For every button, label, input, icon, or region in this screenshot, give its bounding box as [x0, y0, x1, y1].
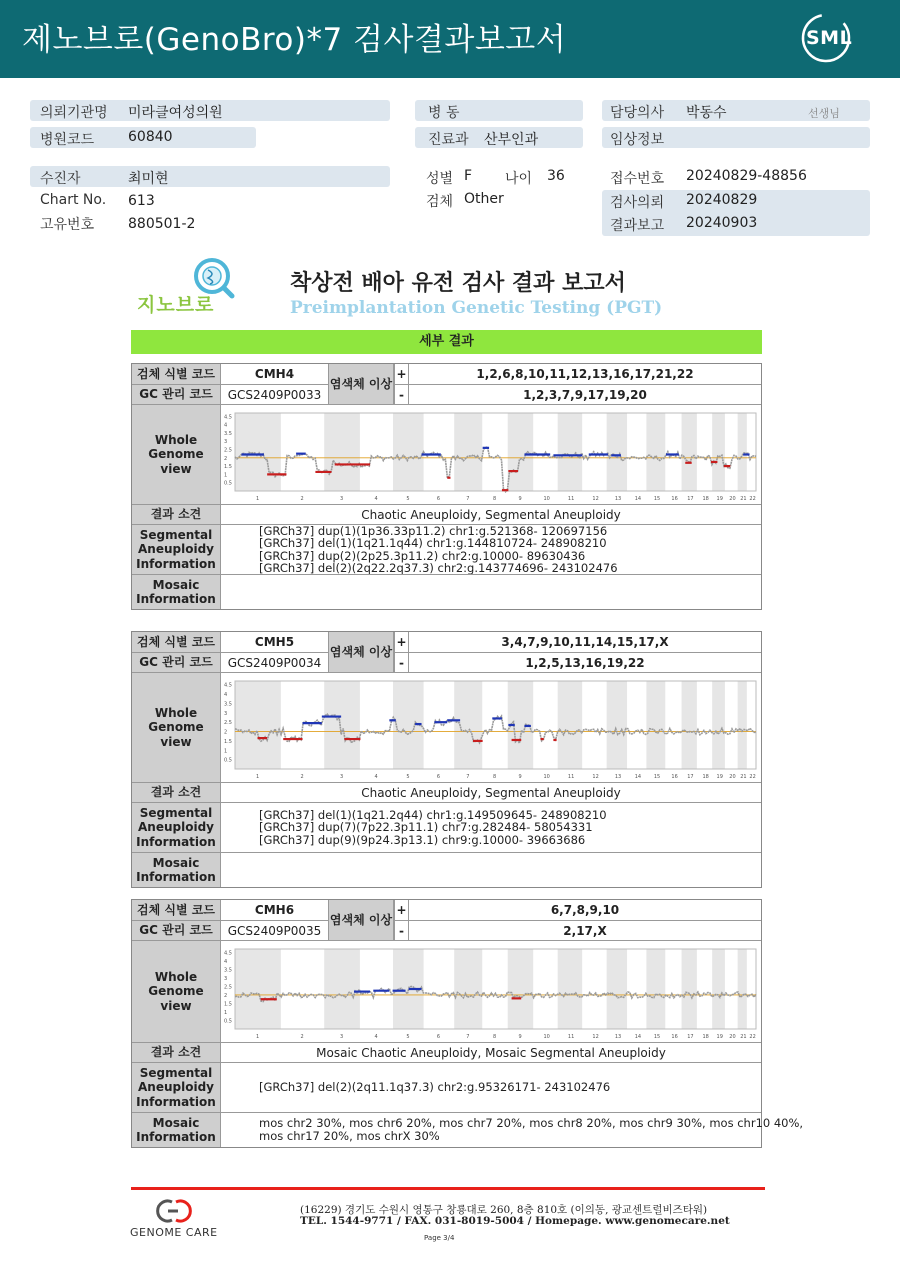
x-tick-label: 11 [567, 1033, 575, 1040]
patient-value: 최미현 [128, 171, 169, 187]
chrom-abnormality-label: 염색체 이상 [328, 364, 394, 404]
footer-address: (16229) 경기도 수원시 영통구 창룡대로 260, 8층 810호 (이의동, 광교센트럴비즈타워) [300, 1204, 708, 1216]
whole-genome-plot [220, 405, 761, 504]
y-tick-label: 3 [224, 975, 228, 982]
x-tick-label: 18 [702, 495, 709, 502]
plot-frame [235, 949, 756, 1029]
segmental-line: [GRCh37] del(1)(1q21.1q44) chr1:g.144810724- 248908210 [259, 536, 607, 550]
x-tick-label: 5 [406, 1033, 410, 1040]
chromosome-band [607, 949, 627, 1029]
doctor-label: 담당의사 [610, 105, 665, 121]
institution-label: 의뢰기관명 [40, 105, 108, 121]
finding-label: 결과 소견 [132, 1043, 220, 1062]
x-tick-label: 15 [653, 1033, 661, 1040]
x-tick-label: 14 [634, 1033, 642, 1040]
segmental-label: Segmental Aneuploidy Information [132, 1063, 220, 1112]
gc-code-label: GC 관리 코드 [132, 921, 220, 940]
whole-genome-plot [220, 941, 761, 1042]
age-value: 36 [547, 168, 565, 184]
copy-number-trace [235, 986, 756, 1001]
x-tick-label: 13 [614, 495, 622, 502]
finding-value: Chaotic Aneuploidy, Segmental Aneuploidy [220, 505, 761, 524]
y-tick-label: 1.5 [224, 738, 232, 745]
x-tick-label: 22 [749, 1033, 756, 1040]
genome-care-logo-icon [152, 1198, 196, 1224]
sample-code-value: CMH6 [220, 900, 328, 920]
chromosome-band [324, 949, 360, 1029]
x-tick-label: 16 [671, 495, 678, 502]
x-tick-label: 2 [300, 495, 304, 502]
chromosome-band [235, 413, 281, 491]
x-tick-label: 20 [729, 773, 736, 780]
finding-label: 결과 소견 [132, 505, 220, 524]
sample-table [131, 899, 804, 1148]
chromosome-band [712, 949, 725, 1029]
genome-care-logo-text: GENOME CARE [130, 1226, 218, 1239]
hospital-code-label: 병원코드 [40, 132, 95, 148]
sml-logo-text: SML [806, 27, 853, 49]
x-tick-label: 4 [374, 773, 378, 780]
gain-chromosomes: 6,7,8,9,10 [408, 900, 761, 920]
age-label: 나이 [505, 171, 533, 187]
segmental-line: [GRCh37] dup(7)(7p22.3p11.1) chr7:g.282484- 58054331 [259, 820, 593, 835]
x-tick-label: 9 [518, 1033, 522, 1040]
x-tick-label: 22 [749, 773, 756, 780]
gc-code-value: GCS2409P0034 [220, 653, 328, 672]
info-bar [30, 166, 390, 187]
y-tick-label: 4.5 [224, 949, 232, 956]
sex-value: F [464, 168, 473, 184]
hospital-code-value: 60840 [128, 129, 173, 145]
receipt-value: 20240829-48856 [686, 168, 807, 184]
ward-label: 병 동 [428, 105, 460, 121]
gain-sign: + [394, 900, 408, 920]
doctor-suffix: 선생님 [808, 107, 840, 120]
x-tick-label: 2 [300, 773, 304, 780]
x-tick-label: 1 [255, 1033, 260, 1040]
mosaic-value [220, 575, 761, 609]
gc-code-label: GC 관리 코드 [132, 653, 220, 672]
sample-code-label: 검체 식별 코드 [132, 632, 220, 652]
segmental-line: [GRCh37] del(1)(1q21.2q44) chr1:g.149509645- 248908210 [259, 807, 607, 822]
finding-value: Chaotic Aneuploidy, Segmental Aneuploidy [220, 783, 761, 802]
page-title: 제노브로(GenoBro)*7 검사결과보고서 [22, 22, 567, 58]
y-tick-label: 2.5 [224, 983, 232, 990]
request-label: 검사의뢰 [610, 195, 665, 211]
chromosome-band [558, 949, 582, 1029]
report-title: 착상전 배아 유전 검사 결과 보고서 [290, 271, 626, 296]
gain-chromosomes: 1,2,6,8,10,11,12,13,16,17,21,22 [408, 364, 761, 384]
x-tick-label: 8 [492, 773, 497, 780]
chart-label: Chart No. [40, 192, 107, 208]
segmental-value [220, 803, 761, 852]
segmental-line: [GRCh37] dup(9)(9p24.3p13.1) chr9:g.10000- 39663686 [259, 832, 586, 847]
x-tick-label: 6 [436, 495, 441, 502]
genome-plot-svg [221, 405, 761, 505]
x-tick-label: 19 [716, 773, 723, 780]
unique-value: 880501-2 [128, 216, 196, 232]
y-tick-label: 2 [224, 455, 228, 462]
report-subtitle: Preimplantation Genetic Testing (PGT) [290, 298, 663, 318]
x-tick-label: 3 [340, 773, 344, 780]
x-tick-label: 20 [729, 1033, 736, 1040]
specimen-value: Other [464, 191, 504, 207]
sample-code-value: CMH4 [220, 364, 328, 384]
gain-chromosomes: 3,4,7,9,10,11,14,15,17,X [408, 632, 761, 652]
y-tick-label: 0.5 [224, 1017, 232, 1024]
loss-chromosomes: 1,2,5,13,16,19,22 [408, 653, 761, 672]
y-tick-label: 1 [224, 471, 228, 478]
x-tick-label: 13 [614, 773, 622, 780]
y-tick-label: 3.5 [224, 966, 232, 973]
x-tick-label: 3 [340, 495, 344, 502]
gc-code-value: GCS2409P0033 [220, 385, 328, 404]
y-tick-label: 3.5 [224, 430, 232, 437]
report-date-label: 결과보고 [610, 218, 665, 234]
sample-table [131, 631, 762, 888]
loss-sign: - [394, 653, 408, 672]
chromosome-band [646, 681, 665, 769]
x-tick-label: 16 [671, 1033, 678, 1040]
genome-plot-svg [221, 941, 761, 1043]
x-tick-label: 10 [543, 773, 550, 780]
chromosome-band [508, 413, 533, 491]
x-tick-label: 1 [255, 773, 260, 780]
mosaic-value [220, 1113, 804, 1147]
chromosome-band [607, 681, 627, 769]
footer-contact: TEL. 1544-9771 / FAX. 031-8019-5004 / Homepage. www.genomecare.net [300, 1215, 730, 1227]
x-tick-label: 5 [406, 495, 410, 502]
x-tick-label: 11 [567, 495, 575, 502]
x-tick-label: 6 [436, 1033, 441, 1040]
chromosome-band [682, 413, 697, 491]
y-tick-label: 2 [224, 729, 228, 736]
mosaic-line: mos chr2 30%, mos chr6 20%, mos chr7 20%, mos chr8 20%, mos chr9 30%, mos chr10 40%, [259, 1116, 804, 1130]
chrom-abnormality-label: 염색체 이상 [328, 632, 394, 672]
x-tick-label: 7 [466, 773, 470, 780]
gc-code-label: GC 관리 코드 [132, 385, 220, 404]
chrom-abnormality-label: 염색체 이상 [328, 900, 394, 940]
x-tick-label: 9 [518, 773, 522, 780]
y-tick-label: 4.5 [224, 413, 232, 420]
gc-code-value: GCS2409P0035 [220, 921, 328, 940]
unique-label: 고유번호 [40, 217, 95, 233]
chromosome-band [454, 681, 482, 769]
department-value: 산부인과 [484, 132, 539, 148]
y-tick-label: 4 [224, 422, 228, 429]
y-tick-label: 0.5 [224, 757, 232, 764]
genobro-logo-text: 지노브로 [137, 294, 215, 316]
x-tick-label: 11 [567, 773, 575, 780]
x-tick-label: 14 [634, 495, 642, 502]
sample-table [131, 363, 762, 610]
x-tick-label: 17 [687, 495, 694, 502]
chromosome-band [646, 413, 665, 491]
receipt-label: 접수번호 [610, 171, 665, 187]
report-header [0, 0, 900, 78]
request-value: 20240829 [686, 192, 758, 208]
x-tick-label: 13 [614, 1033, 622, 1040]
doctor-value: 박동수 [686, 105, 727, 121]
y-tick-label: 1 [224, 747, 228, 754]
x-tick-label: 19 [716, 495, 723, 502]
institution-value: 미라클여성의원 [128, 105, 223, 121]
y-tick-label: 2 [224, 992, 228, 999]
x-tick-label: 21 [740, 1033, 747, 1040]
x-tick-label: 12 [592, 1033, 599, 1040]
x-tick-label: 4 [374, 1033, 378, 1040]
loss-sign: - [394, 385, 408, 404]
section-header: 세부 결과 [131, 330, 762, 354]
x-tick-label: 7 [466, 1033, 470, 1040]
finding-label: 결과 소견 [132, 783, 220, 802]
mosaic-line: mos chr17 20%, mos chrX 30% [259, 1129, 440, 1143]
sample-code-value: CMH5 [220, 632, 328, 652]
specimen-label: 검체 [426, 194, 454, 210]
sample-code-label: 검체 식별 코드 [132, 364, 220, 384]
segmental-line: [GRCh37] dup(1)(1p36.33p11.2) chr1:g.521368- 120697156 [259, 523, 608, 538]
clinical-label: 임상정보 [610, 132, 665, 148]
x-tick-label: 8 [492, 495, 497, 502]
chromosome-band [454, 413, 482, 491]
page-number: Page 3/4 [424, 1234, 455, 1242]
x-tick-label: 19 [716, 1033, 723, 1040]
chromosome-band [454, 949, 482, 1029]
x-tick-label: 21 [740, 773, 747, 780]
chromosome-band [682, 949, 697, 1029]
x-tick-label: 3 [340, 1033, 344, 1040]
y-tick-label: 2.5 [224, 447, 232, 454]
x-tick-label: 12 [592, 773, 599, 780]
x-tick-label: 1 [255, 495, 260, 502]
chart-value: 613 [128, 193, 155, 209]
gain-sign: + [394, 632, 408, 652]
chromosome-band [712, 681, 725, 769]
y-tick-label: 1.5 [224, 463, 232, 470]
finding-value: Mosaic Chaotic Aneuploidy, Mosaic Segmental Aneuploidy [220, 1043, 761, 1062]
x-tick-label: 10 [543, 495, 550, 502]
x-tick-label: 7 [466, 495, 470, 502]
sample-code-label: 검체 식별 코드 [132, 900, 220, 920]
x-tick-label: 6 [436, 773, 441, 780]
x-tick-label: 15 [653, 495, 661, 502]
x-tick-label: 17 [687, 1033, 694, 1040]
segmental-value [220, 525, 761, 574]
whole-genome-label: Whole Genome view [132, 673, 220, 782]
segmental-line: [GRCh37] del(2)(2q11.1q37.3) chr2:g.95326171- 243102476 [259, 1080, 611, 1095]
chromosome-band [738, 681, 747, 769]
x-tick-label: 10 [543, 1033, 550, 1040]
x-tick-label: 14 [634, 773, 642, 780]
chromosome-band [235, 681, 281, 769]
segmental-line: [GRCh37] dup(2)(2p25.3p11.2) chr2:g.10000- 89630436 [259, 548, 586, 563]
genome-plot-svg [221, 673, 761, 783]
y-tick-label: 3.5 [224, 700, 232, 707]
chromosome-band [324, 681, 360, 769]
y-tick-label: 1 [224, 1009, 228, 1016]
mosaic-label: Mosaic Information [132, 853, 220, 887]
plot-frame [235, 681, 756, 769]
x-tick-label: 4 [374, 495, 378, 502]
footer-divider [131, 1187, 765, 1190]
x-tick-label: 2 [300, 1033, 304, 1040]
segmental-label: Segmental Aneuploidy Information [132, 803, 220, 852]
sex-label: 성별 [426, 171, 454, 187]
whole-genome-label: Whole Genome view [132, 405, 220, 504]
chromosome-band [324, 413, 360, 491]
gain-sign: + [394, 364, 408, 384]
loss-sign: - [394, 921, 408, 940]
x-tick-label: 18 [702, 1033, 709, 1040]
y-tick-label: 3 [224, 710, 228, 717]
y-tick-label: 3 [224, 438, 228, 445]
segmental-line: [GRCh37] del(2)(2q22.2q37.3) chr2:g.143774696- 243102476 [259, 561, 618, 575]
x-tick-label: 21 [740, 495, 747, 502]
x-tick-label: 20 [729, 495, 736, 502]
x-tick-label: 5 [406, 773, 410, 780]
segmental-value [220, 1063, 761, 1112]
y-tick-label: 4.5 [224, 682, 232, 689]
mosaic-label: Mosaic Information [132, 1113, 220, 1147]
y-tick-label: 4 [224, 958, 228, 965]
x-tick-label: 17 [687, 773, 694, 780]
y-tick-label: 1.5 [224, 1000, 232, 1007]
mosaic-label: Mosaic Information [132, 575, 220, 609]
loss-chromosomes: 2,17,X [408, 921, 761, 940]
y-tick-label: 2.5 [224, 719, 232, 726]
segmental-label: Segmental Aneuploidy Information [132, 525, 220, 574]
chromosome-band [508, 949, 533, 1029]
loss-chromosomes: 1,2,3,7,9,17,19,20 [408, 385, 761, 404]
department-label: 진료과 [428, 132, 469, 148]
chromosome-band [738, 413, 747, 491]
x-tick-label: 22 [749, 495, 756, 502]
x-tick-label: 16 [671, 773, 678, 780]
whole-genome-label: Whole Genome view [132, 941, 220, 1042]
report-date-value: 20240903 [686, 215, 758, 231]
chromosome-band [235, 949, 281, 1029]
chromosome-band [712, 413, 725, 491]
chromosome-band [393, 413, 424, 491]
x-tick-label: 18 [702, 773, 709, 780]
chromosome-band [558, 681, 582, 769]
y-tick-label: 0.5 [224, 480, 232, 487]
chromosome-band [682, 681, 697, 769]
chromosome-band [646, 949, 665, 1029]
y-tick-label: 4 [224, 691, 228, 698]
patient-label: 수진자 [40, 171, 81, 187]
x-tick-label: 9 [518, 495, 522, 502]
x-tick-label: 8 [492, 1033, 497, 1040]
x-tick-label: 12 [592, 495, 599, 502]
whole-genome-plot [220, 673, 761, 782]
chromosome-band [558, 413, 582, 491]
chromosome-band [607, 413, 627, 491]
chromosome-band [738, 949, 747, 1029]
x-tick-label: 15 [653, 773, 661, 780]
mosaic-value [220, 853, 761, 887]
